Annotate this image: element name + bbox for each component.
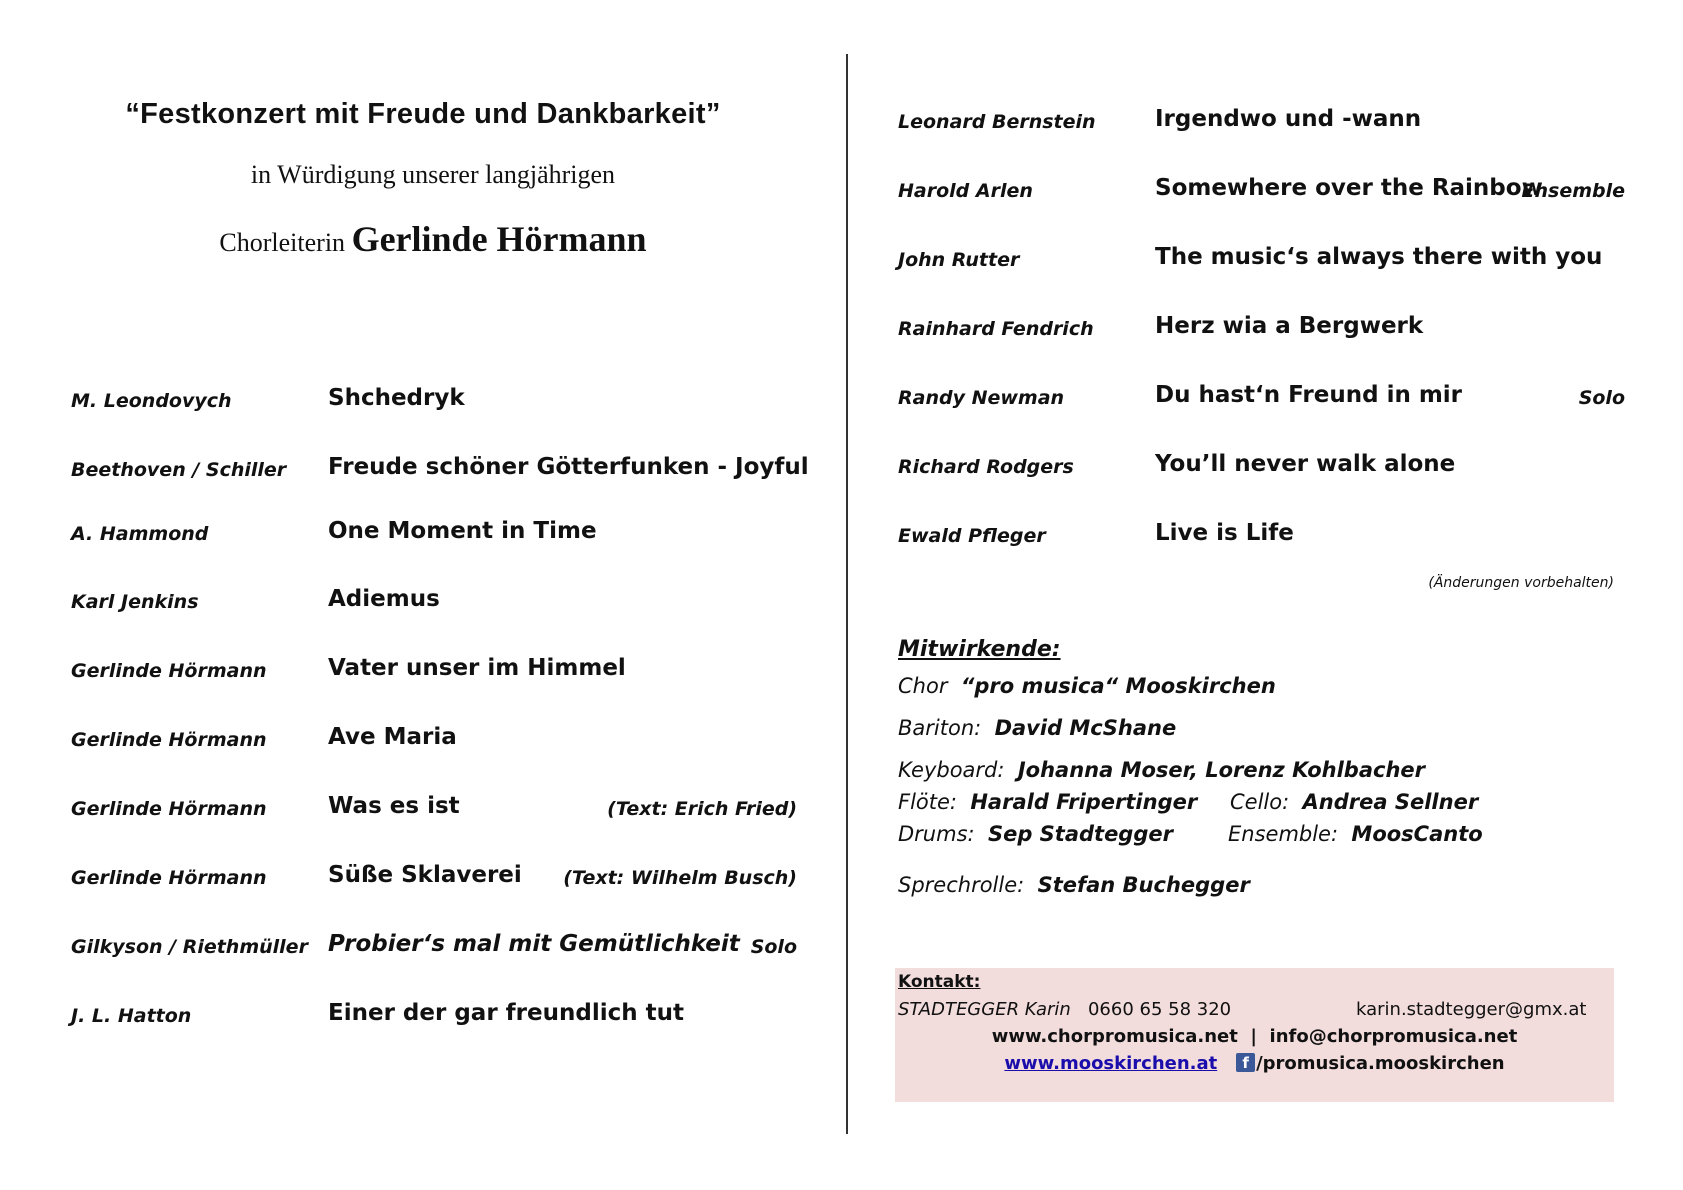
info-email-link[interactable]: info@chorpromusica.net	[1269, 1026, 1518, 1047]
dedication-name-line	[0, 218, 866, 260]
performer-value: Harald Fripertinger	[970, 790, 1198, 814]
piece-title: Einer der gar freundlich tut	[328, 1000, 684, 1026]
changes-note: (Änderungen vorbehalten)	[1428, 575, 1614, 591]
concert-title: “Festkonzert mit Freude und Dankbarkeit”	[125, 98, 721, 130]
composer: Gerlinde Hörmann	[71, 798, 267, 820]
facebook-icon: f	[1236, 1053, 1255, 1072]
performer-label: Sprechrolle:	[898, 873, 1025, 897]
performer-drums	[898, 822, 1173, 846]
conductor-name: Gerlinde Hörmann	[351, 219, 647, 259]
composer: Ewald Pfleger	[898, 525, 1046, 547]
facebook-handle-link[interactable]: /promusica.mooskirchen	[1256, 1053, 1505, 1074]
dedication-prefix: Chorleiterin	[219, 228, 346, 257]
composer: Leonard Bernstein	[898, 111, 1096, 133]
piece-title: Vater unser im Himmel	[328, 655, 626, 681]
performer-bariton	[898, 716, 1176, 740]
performer-value: “pro musica“ Mooskirchen	[960, 674, 1276, 698]
contact-phone: 0660 65 58 320	[1087, 999, 1232, 1020]
contact-web-line	[895, 1026, 1614, 1047]
piece-note: Solo	[750, 936, 797, 958]
piece-title: Live is Life	[1155, 520, 1294, 546]
performer-choir	[898, 674, 1276, 698]
performer-sprechrolle	[898, 873, 1250, 897]
dedication-line: in Würdigung unserer langjährigen	[250, 160, 616, 189]
performer-label: Bariton:	[898, 716, 982, 740]
piece-note: Ensemble	[1521, 180, 1625, 202]
website-link[interactable]: www.chorpromusica.net	[991, 1026, 1238, 1047]
piece-title: Was es ist	[328, 793, 460, 819]
composer: M. Leondovych	[71, 390, 232, 412]
contact-email[interactable]: karin.stadtegger@gmx.at	[1356, 999, 1587, 1020]
performer-label: Keyboard:	[898, 758, 1005, 782]
contact-person: STADTEGGER Karin	[898, 999, 1071, 1020]
separator: |	[1250, 1026, 1257, 1047]
composer: Karl Jenkins	[71, 591, 199, 613]
performer-label: Drums:	[898, 822, 975, 846]
piece-title: Süße Sklaverei	[328, 862, 522, 888]
performer-keyboard	[898, 758, 1425, 782]
piece-title: Adiemus	[328, 586, 440, 612]
piece-title: Irgendwo und -wann	[1155, 106, 1422, 132]
piece-title: Probier‘s mal mit Gemütlichkeit	[328, 931, 740, 957]
contact-person-line	[898, 999, 1231, 1020]
performer-ensemble	[1228, 822, 1483, 846]
piece-title: The music‘s always there with you	[1155, 244, 1603, 270]
performer-value: Stefan Buchegger	[1037, 873, 1250, 897]
piece-title: Freude schöner Götterfunken - Joyful	[328, 454, 809, 480]
piece-title: Herz wia a Bergwerk	[1155, 313, 1424, 339]
contact-heading: Kontakt:	[898, 972, 981, 992]
piece-title: Du hast‘n Freund in mir	[1155, 382, 1463, 408]
piece-title: You’ll never walk alone	[1155, 451, 1456, 477]
performer-value: Johanna Moser, Lorenz Kohlbacher	[1017, 758, 1425, 782]
performer-label: Flöte:	[898, 790, 957, 814]
performer-value: MoosCanto	[1351, 822, 1483, 846]
composer: Gerlinde Hörmann	[71, 729, 267, 751]
piece-title: Ave Maria	[328, 724, 457, 750]
performer-value: David McShane	[994, 716, 1177, 740]
composer: Gilkyson / Riethmüller	[71, 936, 308, 958]
piece-note: Solo	[1578, 387, 1625, 409]
performers-heading: Mitwirkende:	[898, 637, 1061, 662]
piece-title: Somewhere over the Rainbow	[1155, 175, 1543, 201]
contact-social-line	[895, 1053, 1614, 1074]
piece-title: One Moment in Time	[328, 518, 597, 544]
composer: Gerlinde Hörmann	[71, 660, 267, 682]
performer-cello	[1230, 790, 1478, 814]
composer: Gerlinde Hörmann	[71, 867, 267, 889]
piece-title: Shchedryk	[328, 385, 465, 411]
composer: John Rutter	[898, 249, 1020, 271]
mooskirchen-link[interactable]: www.mooskirchen.at	[1004, 1053, 1218, 1074]
performer-label: Chor	[898, 674, 948, 698]
performer-value: Sep Stadtegger	[987, 822, 1173, 846]
composer: Beethoven / Schiller	[71, 459, 287, 481]
composer: Richard Rodgers	[898, 456, 1074, 478]
composer: J. L. Hatton	[71, 1005, 192, 1027]
piece-note: (Text: Wilhelm Busch)	[563, 867, 797, 889]
composer: Randy Newman	[898, 387, 1065, 409]
column-divider	[846, 54, 848, 1134]
performer-label: Cello:	[1230, 790, 1290, 814]
composer: Rainhard Fendrich	[898, 318, 1094, 340]
performer-label: Ensemble:	[1228, 822, 1339, 846]
performer-floete	[898, 790, 1197, 814]
composer: A. Hammond	[71, 523, 209, 545]
piece-note: (Text: Erich Fried)	[607, 798, 797, 820]
composer: Harold Arlen	[898, 180, 1033, 202]
performer-value: Andrea Sellner	[1302, 790, 1479, 814]
